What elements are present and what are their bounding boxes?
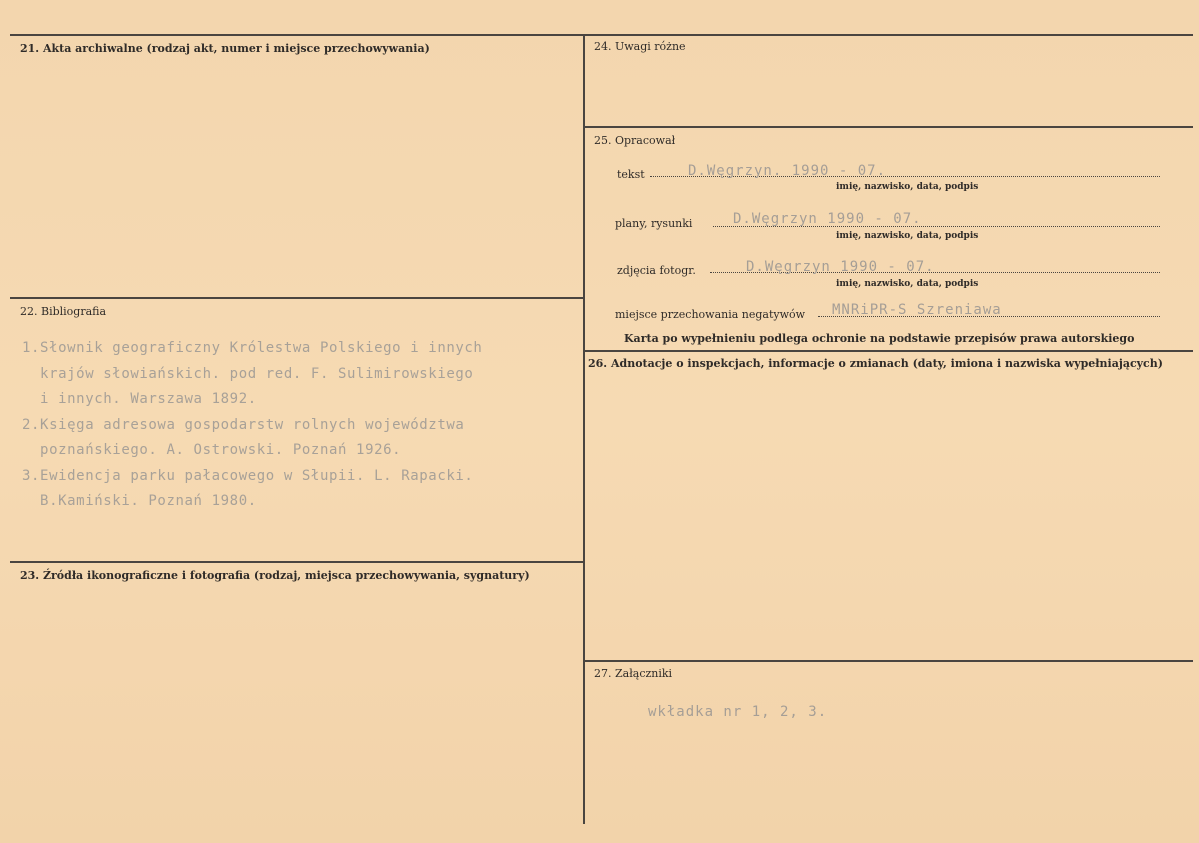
negatives-label: miejsce przechowania negatywów [615, 308, 806, 321]
photos-author-hint: imię, nazwisko, data, podpis [836, 279, 979, 289]
bibliography-line: 3.Ewidencja parku pałacowego w Słupii. L. Rapacki. [22, 467, 474, 484]
bibliography-list [22, 336, 482, 515]
text-author-hint: imię, nazwisko, data, podpis [836, 182, 979, 192]
bibliography-line: poznańskiego. A. Ostrowski. Poznań 1926. [22, 442, 402, 458]
rule-23 [10, 561, 583, 563]
negatives-value: MNRiPR-S Szreniawa [832, 302, 1002, 318]
copyright-notice: Karta po wypełnieniu podlega ochronie na podstawie przepisów prawa autorskiego [624, 332, 1135, 345]
bibliography-line: 1.Słownik geograficzny Królestwa Polskiego i innych [22, 340, 483, 356]
section-25-title: 25. Opracował [594, 134, 676, 147]
section-23-title: 23. Źródła ikonograficzne i fotografia (rodzaj, miejsca przechowywania, sygnatury) [20, 569, 530, 582]
center-divider [583, 34, 585, 824]
plans-author-value: D.Węgrzyn 1990 - 07. [733, 211, 922, 227]
bibliography-line: krajów słowiańskich. pod red. F. Sulimirowskiego [22, 365, 474, 382]
bibliography-line: i innych. Warszawa 1892. [22, 391, 257, 407]
section-26-title: 26. Adnotacje o inspekcjach, informacje o zmianach (daty, imiona i nazwiska wypełniających) [588, 357, 1163, 370]
rule-22 [10, 297, 583, 299]
plans-author-label: plany, rysunki [615, 217, 693, 230]
section-24-title: 24. Uwagi różne [594, 40, 686, 53]
section-22-title: 22. Bibliografia [20, 305, 107, 318]
rule-26 [585, 350, 1193, 352]
text-author-label: tekst [617, 168, 645, 181]
attachments-value: wkładka nr 1, 2, 3. [648, 704, 828, 720]
photos-author-value: D.Węgrzyn 1990 - 07. [746, 259, 935, 275]
section-21-title: 21. Akta archiwalne (rodzaj akt, numer i miejsce przechowywania) [20, 42, 430, 55]
text-author-value: D.Węgrzyn. 1990 - 07. [688, 163, 887, 179]
top-rule [10, 34, 1193, 36]
bibliography-line: B.Kamiński. Poznań 1980. [22, 493, 257, 509]
bibliography-line: 2.Księga adresowa gospodarstw rolnych województwa [22, 416, 465, 433]
rule-27 [585, 660, 1193, 662]
plans-author-hint: imię, nazwisko, data, podpis [836, 231, 979, 241]
photos-author-label: zdjęcia fotogr. [617, 264, 696, 277]
section-27-title: 27. Załączniki [594, 667, 673, 680]
rule-25 [585, 126, 1193, 128]
